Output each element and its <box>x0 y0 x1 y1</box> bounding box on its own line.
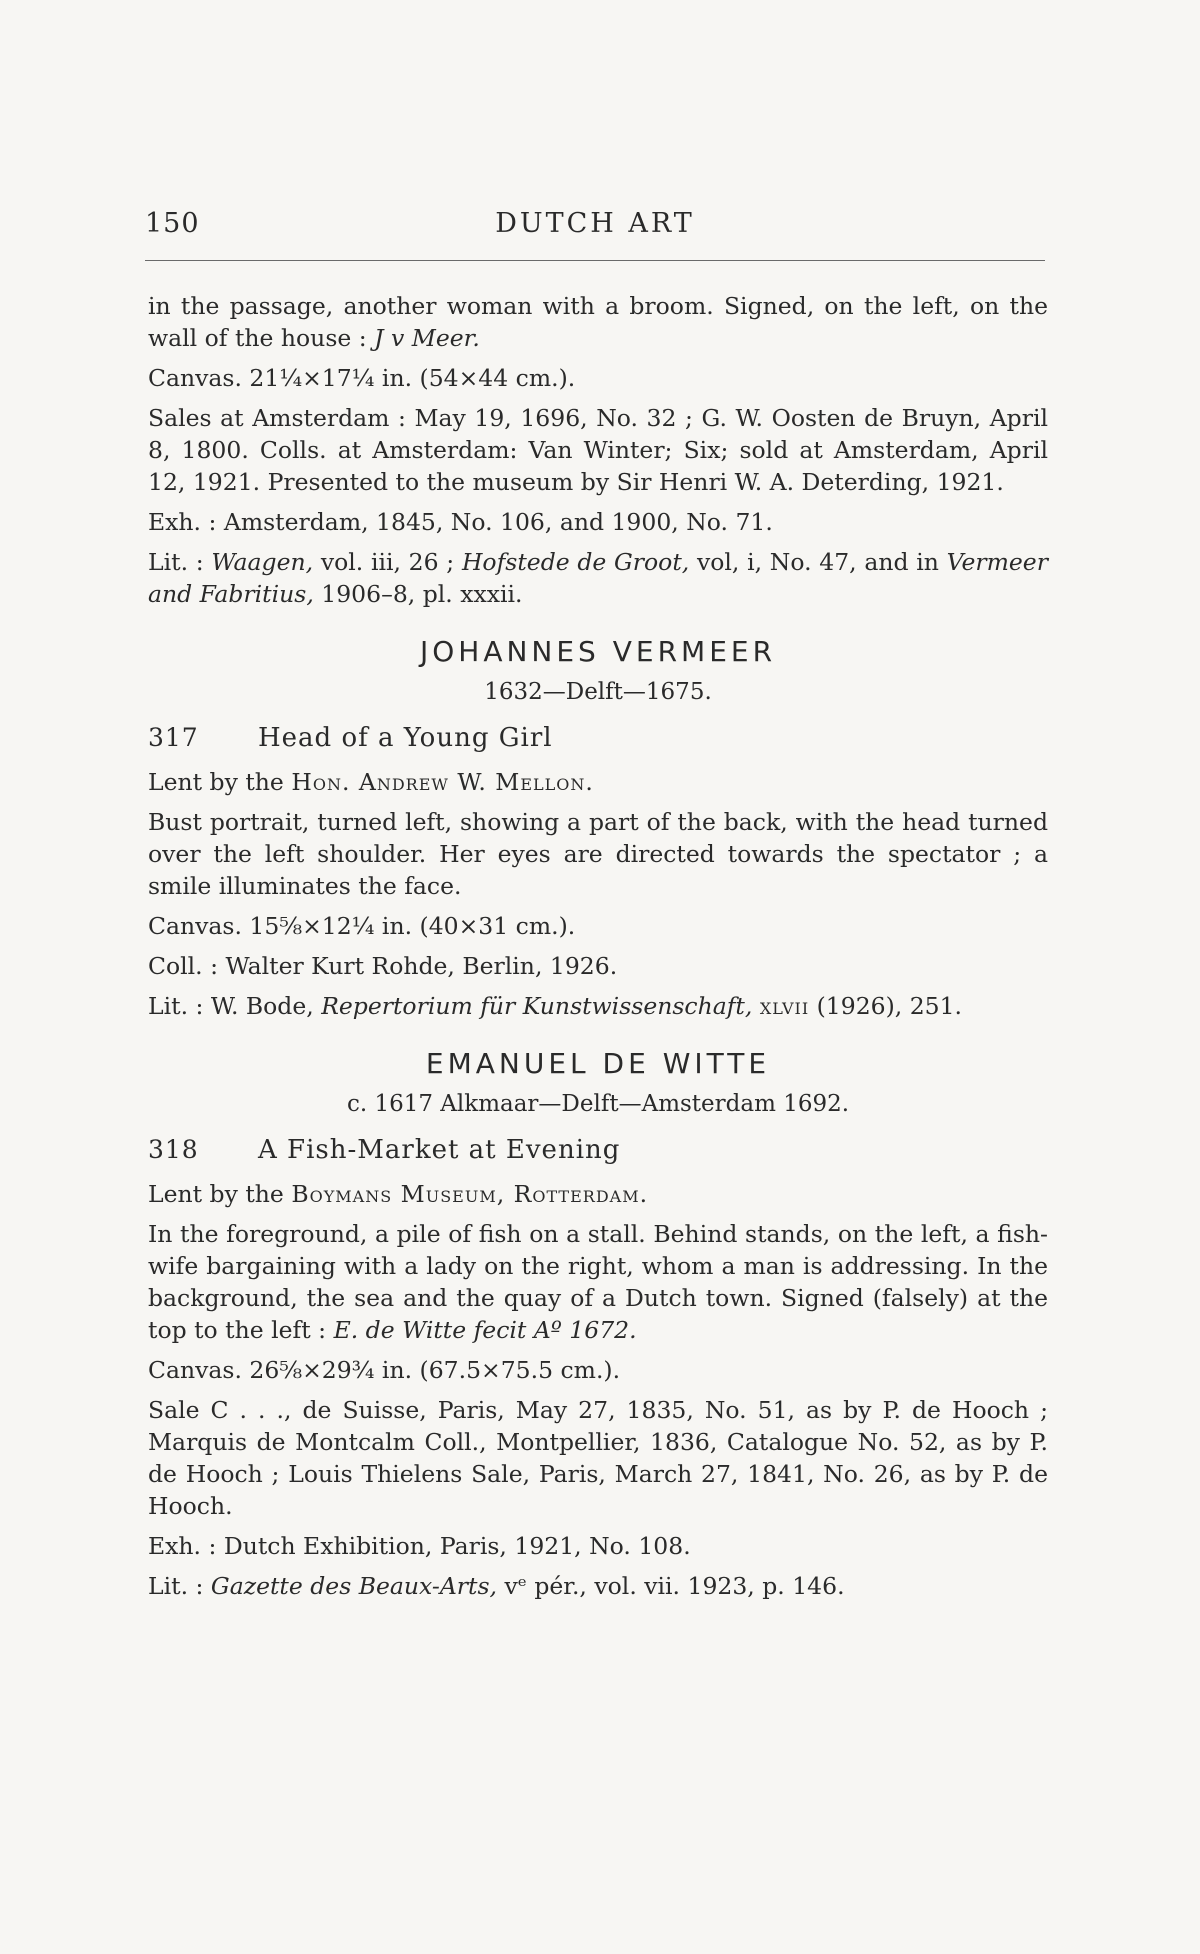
catalogue-number: 317 <box>148 723 199 752</box>
catalogue-number: 318 <box>148 1135 199 1164</box>
entry-description: in the passage, another woman with a broom. Signed, on the left, on the wall of the house : J v Meer. <box>148 292 1048 352</box>
literature: Lit. : W. Bode, Repertorium für Kunstwissenschaft, xlvii (1926), 251. <box>148 992 963 1020</box>
lender: Lent by the Hon. Andrew W. Mellon. <box>148 768 594 796</box>
exhibition-history: Exh. : Dutch Exhibition, Paris, 1921, No. 108. <box>148 1532 691 1560</box>
exhibition-history: Exh. : Amsterdam, 1845, No. 106, and 1900, No. 71. <box>148 508 773 536</box>
artwork-title: Head of a Young Girl <box>258 723 553 753</box>
canvas-dimensions: Canvas. 21¼×17¼ in. (54×44 cm.). <box>148 364 576 392</box>
literature: Lit. : Waagen, vol. iii, 26 ; Hofstede de Groot, vol, i, No. 47, and in Vermeer and Fabritius, 1906–8, pl. xxxii. <box>148 548 1048 608</box>
entry-description: Bust portrait, turned left, showing a part of the back, with the head turned over the left shoulder. Her eyes are directed towards the spectator ; a smile illuminates the face. <box>148 808 1048 900</box>
entry-description: In the foreground, a pile of fish on a stall. Behind stands, on the left, a fish-wife bargaining with a lady on the right, whom a man is addressing. In the background, the sea and the quay of a Dutch town. Signed (falsely) at the top to the left : E. de Witte fecit Aº 1672. <box>148 1220 1048 1344</box>
entry-heading <box>148 722 1048 754</box>
sales-history: Sales at Amsterdam : May 19, 1696, No. 32 ; G. W. Oosten de Bruyn, April 8, 1800. Colls. at Amsterdam: Van Winter; Six; sold at Amsterdam, April 12, 1921. Presented to the museum by Sir Henri W. A. Deterding, 1921. <box>148 404 1048 496</box>
page-number: 150 <box>145 208 200 239</box>
canvas-dimensions: Canvas. 26⅝×29¾ in. (67.5×75.5 cm.). <box>148 1356 621 1384</box>
artist-dates: c. 1617 Alkmaar—Delft—Amsterdam 1692. <box>346 1091 850 1117</box>
signature: E. de Witte fecit Aº 1672. <box>333 1316 637 1344</box>
collection-history: Coll. : Walter Kurt Rohde, Berlin, 1926. <box>148 952 618 980</box>
artwork-title: A Fish-Market at Evening <box>258 1135 621 1165</box>
artist-dates: 1632—Delft—1675. <box>484 679 712 705</box>
previous-entry-continuation <box>148 290 1048 610</box>
signature: J v Meer. <box>374 324 480 352</box>
de-witte-section <box>148 1048 1048 1602</box>
vermeer-section <box>148 636 1048 1022</box>
header-rule <box>145 260 1045 261</box>
sales-history: Sale C . . ., de Suisse, Paris, May 27, 1835, No. 51, as by P. de Hooch ; Marquis de Montcalm Coll., Montpellier, 1836, Catalogue No. 52, as by P. de Hooch ; Louis Thielens Sale, Paris, March 27, 1841, No. 26, as by P. de Hooch. <box>148 1396 1048 1520</box>
running-title: DUTCH ART <box>495 208 695 239</box>
literature: Lit. : Gazette des Beaux-Arts, vᵉ pér., vol. vii. 1923, p. 146. <box>148 1572 845 1600</box>
page-header <box>145 208 1045 248</box>
artist-heading: JOHANNES VERMEER <box>419 635 777 668</box>
canvas-dimensions: Canvas. 15⅝×12¼ in. (40×31 cm.). <box>148 912 576 940</box>
artist-heading: EMANUEL DE WITTE <box>425 1047 771 1080</box>
page-content <box>148 290 1048 1610</box>
lender: Lent by the Boymans Museum, Rotterdam. <box>148 1180 649 1208</box>
entry-heading <box>148 1134 1048 1166</box>
